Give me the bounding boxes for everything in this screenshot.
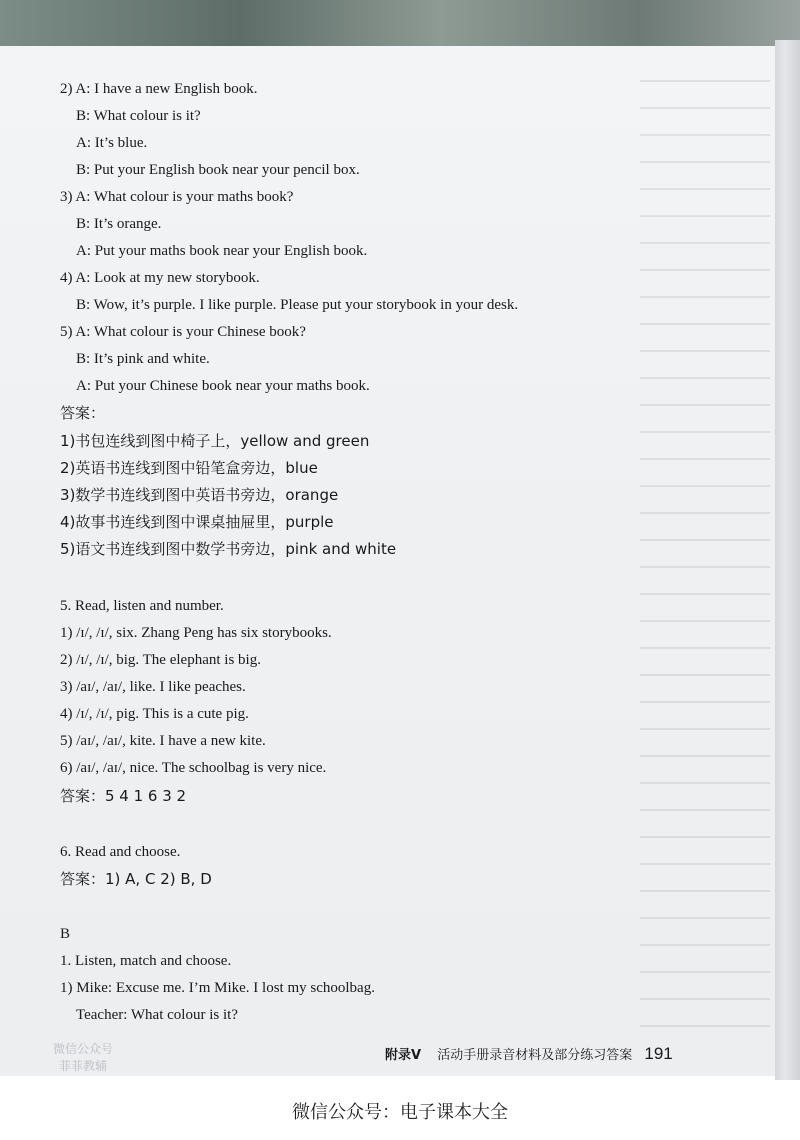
answer-line: 2)英语书连线到图中铅笔盒旁边，blue [60, 459, 318, 477]
dialogue-line: A: It’s blue. [76, 135, 148, 151]
bottom-caption: 微信公众号：电子课本大全 [292, 1102, 508, 1123]
dialogue-line: 3) A: What colour is your maths book? [60, 189, 294, 205]
answer-line: 1)书包连线到图中椅子上，yellow and green [60, 432, 370, 450]
section-title: 活动手册录音材料及部分练习答案 [437, 1048, 633, 1063]
section-letter: B [60, 926, 71, 942]
phonics-line: 1) /ɪ/, /ɪ/, six. Zhang Peng has six storybooks. [60, 625, 332, 641]
watermark-line: 菲菲教辅 [58, 1059, 107, 1073]
page-edge [775, 40, 800, 1080]
exercise-heading: 1. Listen, match and choose. [60, 953, 232, 969]
answer-line: 答案：1) A, C 2) B, D [60, 870, 212, 888]
dialogue-line: 5) A: What colour is your Chinese book? [60, 324, 306, 340]
dialogue-line: 4) A: Look at my new storybook. [60, 270, 260, 286]
page-number: 191 [644, 1044, 673, 1063]
answer-line: 5)语文书连线到图中数学书旁边，pink and white [60, 540, 397, 558]
dialogue-line: B: Wow, it’s purple. I like purple. Please put your storybook in your desk. [76, 297, 519, 313]
exercise-heading: 5. Read, listen and number. [60, 598, 224, 614]
phonics-line: 6) /aɪ/, /aɪ/, nice. The schoolbag is very nice. [60, 760, 327, 776]
answer-heading: 答案： [60, 404, 106, 422]
dialogue-line: Teacher: What colour is it? [76, 1007, 238, 1023]
phonics-line: 5) /aɪ/, /aɪ/, kite. I have a new kite. [60, 733, 266, 749]
answer-line: 3)数学书连线到图中英语书旁边，orange [60, 486, 339, 504]
bleed-through-text [640, 80, 770, 1040]
phonics-line: 2) /ɪ/, /ɪ/, big. The elephant is big. [60, 652, 261, 668]
dialogue-line: A: Put your Chinese book near your maths book. [76, 378, 370, 394]
dialogue-line: B: What colour is it? [76, 108, 201, 124]
dialogue-line: 1) Mike: Excuse me. I’m Mike. I lost my schoolbag. [60, 980, 375, 996]
dialogue-line: B: It’s pink and white. [76, 351, 210, 367]
dialogue-line: A: Put your maths book near your English book. [76, 243, 368, 259]
appendix-label: 附录V [385, 1048, 422, 1063]
dialogue-line: B: It’s orange. [76, 216, 162, 232]
answer-line: 4)故事书连线到图中课桌抽屉里，purple [60, 513, 334, 531]
watermark-line: 微信公众号 [52, 1042, 113, 1056]
dialogue-line: B: Put your English book near your pencil box. [76, 162, 360, 178]
dialogue-line: 2) A: I have a new English book. [60, 81, 258, 97]
phonics-line: 3) /aɪ/, /aɪ/, like. I like peaches. [60, 679, 246, 695]
answer-line: 答案：5 4 1 6 3 2 [60, 787, 187, 805]
exercise-heading: 6. Read and choose. [60, 844, 181, 860]
watermark-logo [38, 1040, 128, 1084]
top-photo-band [0, 0, 800, 46]
page-footer [385, 1044, 673, 1064]
phonics-line: 4) /ɪ/, /ɪ/, pig. This is a cute pig. [60, 706, 249, 722]
